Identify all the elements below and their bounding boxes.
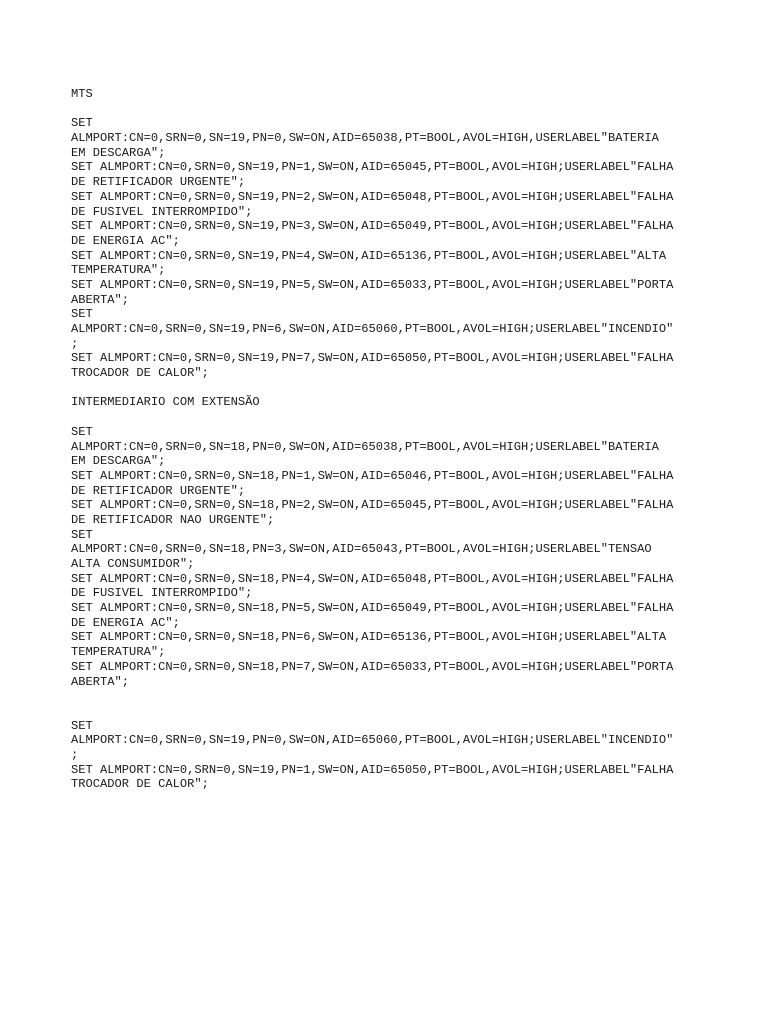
text-line: ALMPORT:CN=0,SRN=0,SN=18,PN=3,SW=ON,AID=65043,PT=BOOL,AVOL=HIGH;USERLABEL"TENSAO	[71, 542, 652, 557]
text-line: TROCADOR DE CALOR";	[71, 777, 209, 792]
text-line: ALMPORT:CN=0,SRN=0,SN=19,PN=0,SW=ON,AID=65060,PT=BOOL,AVOL=HIGH;USERLABEL"INCENDIO"	[71, 733, 674, 748]
text-line: MTS	[71, 87, 93, 101]
text-line: SET	[71, 424, 93, 439]
text-line: DE RETIFICADOR URGENTE";	[71, 175, 246, 190]
text-line: SET ALMPORT:CN=0,SRN=0,SN=18,PN=7,SW=ON,AID=65033,PT=BOOL,AVOL=HIGH;USERLABEL"PORTA	[71, 659, 674, 674]
text-line: DE ENERGIA AC";	[71, 233, 180, 248]
text-line: DE RETIFICADOR URGENTE";	[71, 483, 246, 498]
text-line: EM DESCARGA";	[71, 454, 166, 469]
text-line: DE FUSIVEL INTERROMPIDO";	[71, 586, 253, 601]
text-line: EM DESCARGA";	[71, 145, 166, 160]
text-line: SET ALMPORT:CN=0,SRN=0,SN=18,PN=5,SW=ON,AID=65049,PT=BOOL,AVOL=HIGH;USERLABEL"FALHA	[71, 601, 674, 616]
text-line: ALMPORT:CN=0,SRN=0,SN=19,PN=6,SW=ON,AID=65060,PT=BOOL,AVOL=HIGH;USERLABEL"INCENDIO"	[71, 322, 674, 336]
text-line: SET ALMPORT:CN=0,SRN=0,SN=19,PN=3,SW=ON,AID=65049,PT=BOOL,AVOL=HIGH;USERLABEL"FALHA	[71, 219, 674, 234]
text-line: SET ALMPORT:CN=0,SRN=0,SN=19,PN=1,SW=ON,AID=65050,PT=BOOL,AVOL=HIGH;USERLABEL"FALHA	[71, 762, 674, 777]
text-line	[71, 102, 711, 117]
text-line	[71, 689, 711, 704]
text-line: SET	[71, 116, 93, 131]
text-line: SET ALMPORT:CN=0,SRN=0,SN=18,PN=6,SW=ON,AID=65136,PT=BOOL,AVOL=HIGH;USERLABEL"ALTA	[71, 630, 667, 645]
text-line	[71, 381, 711, 396]
text-line: SET ALMPORT:CN=0,SRN=0,SN=18,PN=4,SW=ON,AID=65048,PT=BOOL,AVOL=HIGH;USERLABEL"FALHA	[71, 571, 674, 586]
text-line: ;	[71, 336, 79, 351]
text-line: SET ALMPORT:CN=0,SRN=0,SN=19,PN=2,SW=ON,AID=65048,PT=BOOL,AVOL=HIGH;USERLABEL"FALHA	[71, 189, 674, 204]
text-line: SET ALMPORT:CN=0,SRN=0,SN=19,PN=1,SW=ON,AID=65045,PT=BOOL,AVOL=HIGH;USERLABEL"FALHA	[71, 160, 674, 175]
text-line: TROCADOR DE CALOR";	[71, 366, 209, 381]
text-line: SET ALMPORT:CN=0,SRN=0,SN=18,PN=2,SW=ON,AID=65045,PT=BOOL,AVOL=HIGH;USERLABEL"FALHA	[71, 498, 674, 513]
text-line: ALMPORT:CN=0,SRN=0,SN=19,PN=0,SW=ON,AID=65038,PT=BOOL,AVOL=HIGH,USERLABEL"BATERIA	[71, 131, 659, 146]
document-page	[71, 87, 711, 807]
text-line: DE FUSIVEL INTERROMPIDO";	[71, 204, 253, 219]
text-line	[71, 704, 711, 719]
section-heading: INTERMEDIARIO COM EXTENSÃO	[71, 395, 260, 410]
text-line: SET	[71, 718, 93, 733]
text-line: DE RETIFICADOR NAO URGENTE";	[71, 512, 275, 527]
text-line: SET ALMPORT:CN=0,SRN=0,SN=18,PN=1,SW=ON,AID=65046,PT=BOOL,AVOL=HIGH;USERLABEL"FALHA	[71, 468, 674, 483]
text-line	[71, 410, 711, 425]
text-line: ALMPORT:CN=0,SRN=0,SN=18,PN=0,SW=ON,AID=65038,PT=BOOL,AVOL=HIGH;USERLABEL"BATERIA	[71, 439, 659, 454]
text-line: ;	[71, 747, 79, 762]
text-line: ABERTA";	[71, 674, 130, 689]
text-line: SET ALMPORT:CN=0,SRN=0,SN=19,PN=7,SW=ON,AID=65050,PT=BOOL,AVOL=HIGH;USERLABEL"FALHA	[71, 351, 674, 366]
text-line: SET	[71, 307, 93, 322]
text-line: ALTA CONSUMIDOR";	[71, 557, 195, 571]
text-line: SET ALMPORT:CN=0,SRN=0,SN=19,PN=5,SW=ON,AID=65033,PT=BOOL,AVOL=HIGH;USERLABEL"PORTA	[71, 277, 674, 292]
text-line: TEMPERATURA";	[71, 263, 166, 278]
text-line: TEMPERATURA";	[71, 645, 166, 660]
text-line: ABERTA";	[71, 292, 130, 307]
text-line: SET	[71, 527, 93, 542]
text-line	[71, 792, 711, 807]
text-line: SET ALMPORT:CN=0,SRN=0,SN=19,PN=4,SW=ON,AID=65136,PT=BOOL,AVOL=HIGH;USERLABEL"ALTA	[71, 248, 667, 263]
text-line: DE ENERGIA AC";	[71, 615, 180, 630]
